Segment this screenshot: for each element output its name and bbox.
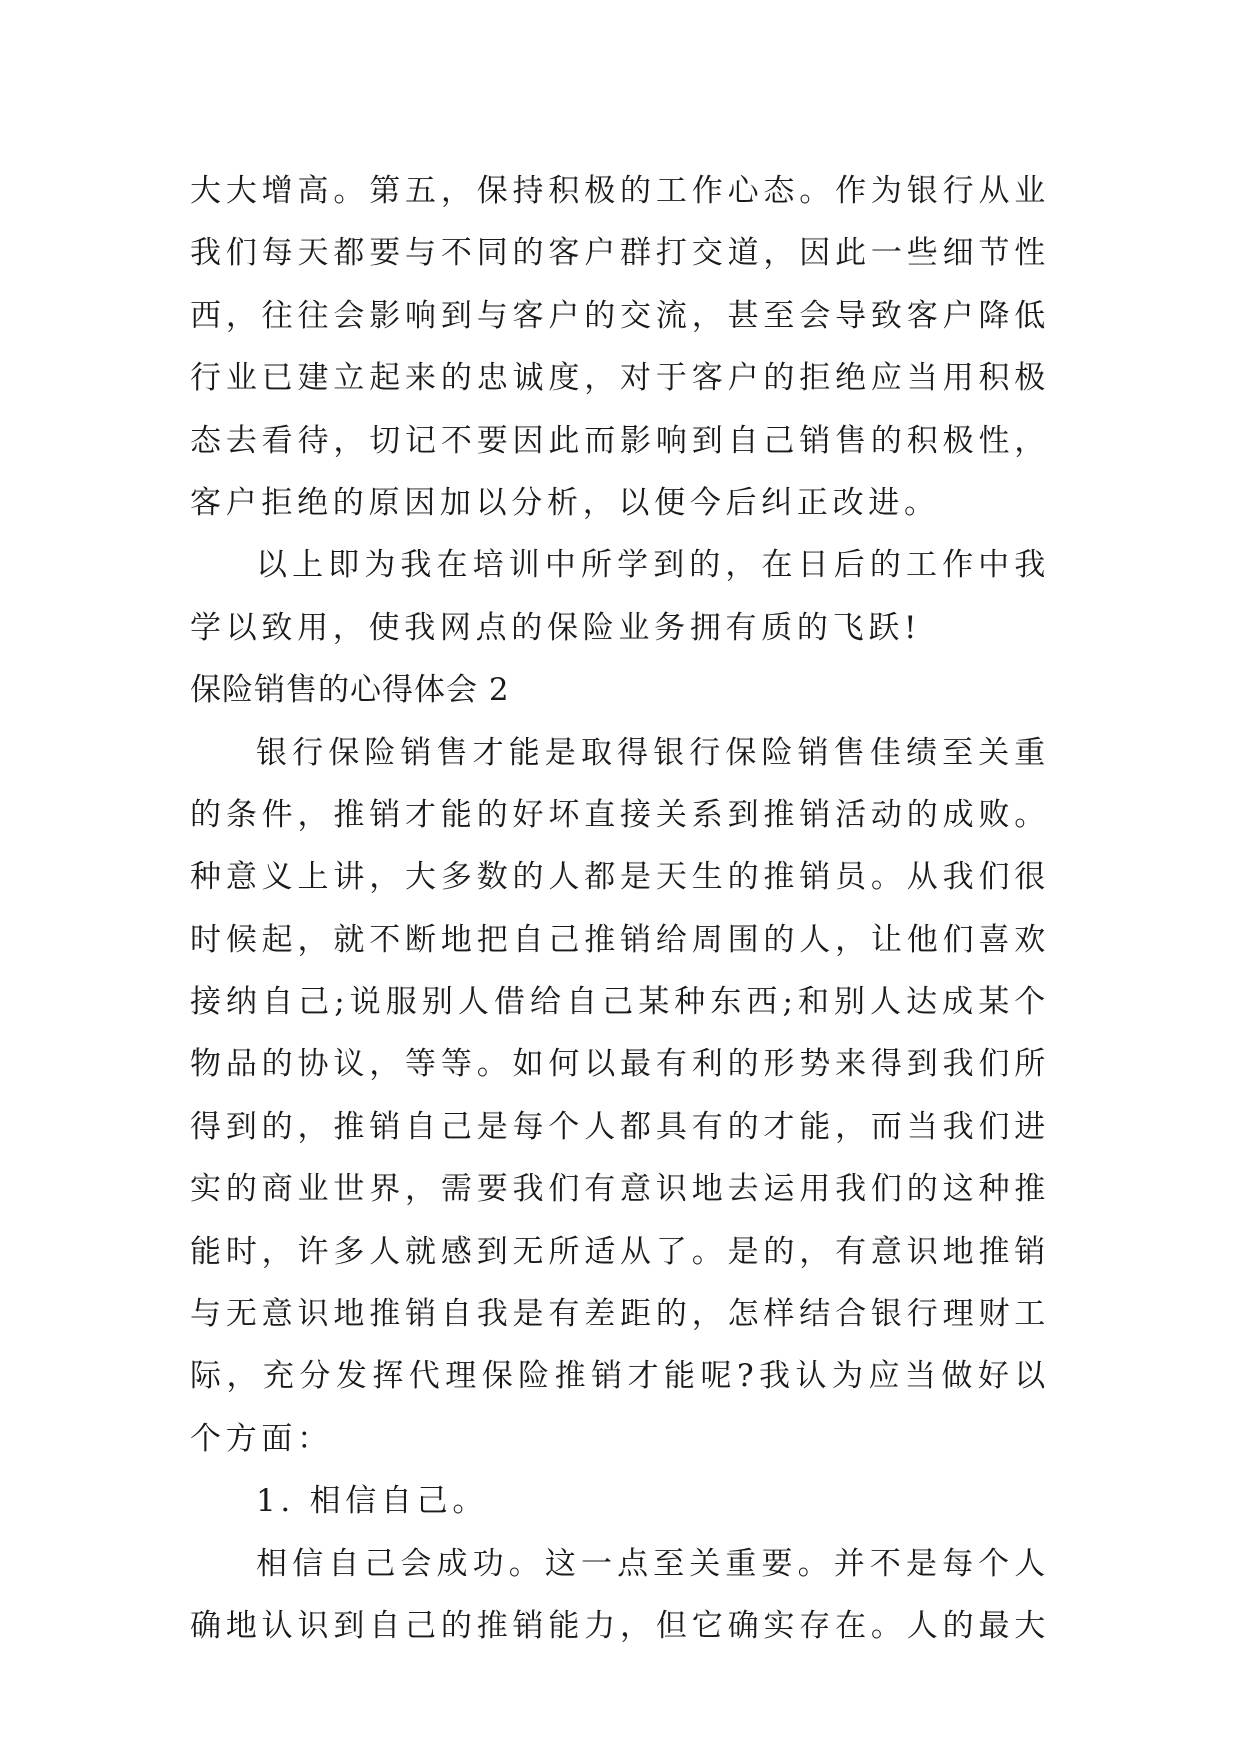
text-line: 种意义上讲，大多数的人都是天生的推销员。从我们很 (190, 859, 1050, 896)
text-line: 的条件，推销才能的好坏直接关系到推销活动的成败。 (190, 796, 1050, 833)
text-line: 接纳自己;说服别人借给自己某种东西;和别人达成某个 (190, 984, 1050, 1021)
text-line: 我们每天都要与不同的客户群打交道，因此一些细节性 (190, 235, 1050, 272)
text-line: 客户拒绝的原因加以分析，以便今后纠正改进。 (190, 484, 940, 521)
text-line: 以上即为我在培训中所学到的，在日后的工作中我 (256, 547, 1050, 584)
text-line: 相信自己会成功。这一点至关重要。并不是每个人 (256, 1545, 1050, 1582)
text-line: 行业已建立起来的忠诚度，对于客户的拒绝应当用积极 (190, 360, 1050, 397)
text-line: 时候起，就不断地把自己推销给周围的人，让他们喜欢 (190, 921, 1050, 958)
text-line: 确地认识到自己的推销能力，但它确实存在。人的最大 (190, 1607, 1050, 1644)
text-line: 银行保险销售才能是取得银行保险销售佳绩至关重 (256, 734, 1050, 771)
text-line: 实的商业世界，需要我们有意识地去运用我们的这种推 (190, 1171, 1050, 1208)
text-line: 个方面： (190, 1420, 333, 1457)
text-line: 得到的，推销自己是每个人都具有的才能，而当我们进 (190, 1108, 1050, 1145)
text-line: 西，往往会影响到与客户的交流，甚至会导致客户降低 (190, 297, 1050, 334)
text-line: 物品的协议，等等。如何以最有利的形势来得到我们所 (190, 1046, 1050, 1083)
section-heading: 保险销售的心得体会 2 (190, 672, 510, 709)
text-line: 态去看待，切记不要因此而影响到自己销售的积极性， (190, 422, 1050, 459)
text-line: 与无意识地推销自我是有差距的，怎样结合银行理财工 (190, 1296, 1050, 1333)
text-line: 能时，许多人就感到无所适从了。是的，有意识地推销 (190, 1233, 1050, 1270)
text-line: 学以致用，使我网点的保险业务拥有质的飞跃! (190, 609, 922, 646)
document-body (190, 160, 1050, 1657)
text-line: 大大增高。第五，保持积极的工作心态。作为银行从业 (190, 173, 1050, 209)
list-item: 1. 相信自己。 (256, 1483, 489, 1520)
text-line: 际，充分发挥代理保险推销才能呢?我认为应当做好以 (190, 1358, 1050, 1395)
